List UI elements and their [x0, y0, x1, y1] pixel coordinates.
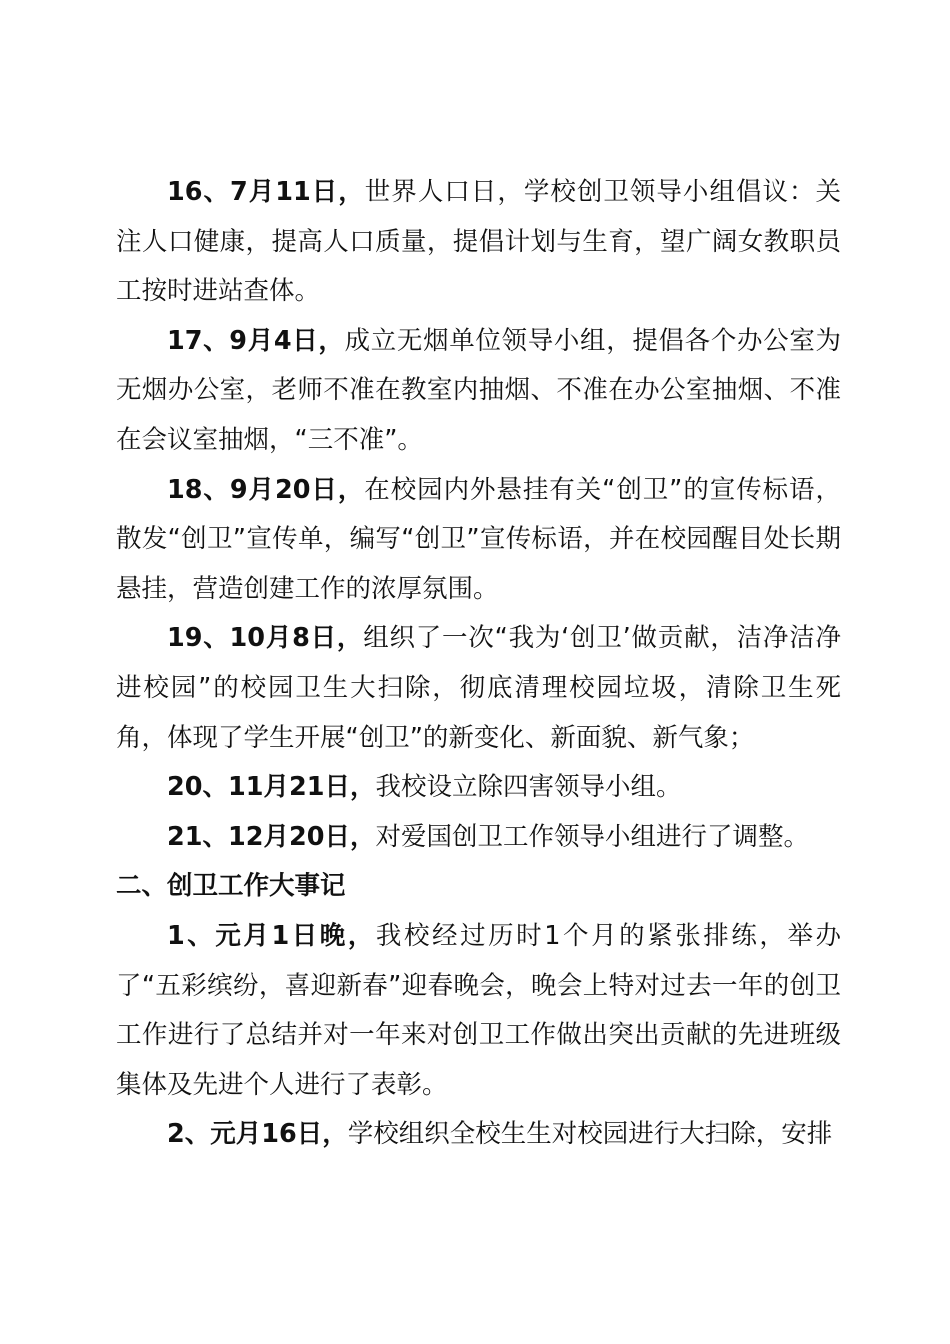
paragraph-21 — [116, 813, 841, 863]
paragraph-17 — [116, 317, 841, 466]
paragraph-lead: 19、10月8日， — [167, 623, 364, 654]
section-heading: 二、创卫工作大事记 — [116, 871, 346, 902]
paragraph-body: 对爱国创卫工作领导小组进行了调整。 — [375, 821, 809, 852]
paragraph-body: 组织了一次“我为‘创卫’做贡献，洁净洁净进校园”的校园卫生大扫除，彻底清理校园垃圾，清除卫生死角，体现了学生开展“创卫”的新变化、新面貌、新气象； — [116, 623, 841, 753]
paragraph-lead: 16、7月11日， — [167, 177, 365, 207]
paragraph-body: 我校经过历时1个月的紧张排练，举办了“五彩缤纷，喜迎新春”迎春晚会，晚会上特对过去一年的创卫工作进行了总结并对一年来对创卫工作做出突出贡献的先进班级集体及先进个人进行了表彰。 — [116, 920, 841, 1100]
paragraph-body: 世界人口日，学校创卫领导小组倡议：关注人口健康，提高人口质量，提倡计划与生育，望广阔女教职员工按时进站查体。 — [116, 177, 841, 307]
paragraph-16 — [116, 168, 841, 317]
section-paragraph-2 — [116, 1110, 841, 1160]
paragraph-19 — [116, 614, 841, 763]
section-paragraph-1 — [116, 912, 841, 1110]
document-page — [116, 168, 841, 1160]
paragraph-18 — [116, 466, 841, 615]
paragraph-lead: 2、元月16日， — [167, 1119, 348, 1150]
paragraph-body: 成立无烟单位领导小组，提倡各个办公室为无烟办公室，老师不准在教室内抽烟、不准在办公室抽烟、不准在会议室抽烟，“三不准”。 — [116, 325, 841, 455]
paragraph-body: 我校设立除四害领导小组。 — [375, 772, 682, 803]
paragraph-lead: 20、11月21日， — [167, 772, 376, 803]
paragraph-body: 学校组织全校生生对校园进行大扫除，安排 — [347, 1119, 833, 1150]
paragraph-lead: 21、12月20日， — [167, 821, 376, 852]
paragraph-body: 在校园内外悬挂有关“创卫”的宣传标语，散发“创卫”宣传单，编写“创卫”宣传标语，并在校园醒目处长期悬挂，营造创建工作的浓厚氛围。 — [116, 474, 841, 604]
paragraph-lead: 18、9月20日， — [167, 474, 365, 505]
paragraph-20 — [116, 763, 841, 813]
paragraph-lead: 17、9月4日， — [167, 325, 345, 356]
paragraph-lead: 1、元月1日晚， — [167, 920, 376, 951]
